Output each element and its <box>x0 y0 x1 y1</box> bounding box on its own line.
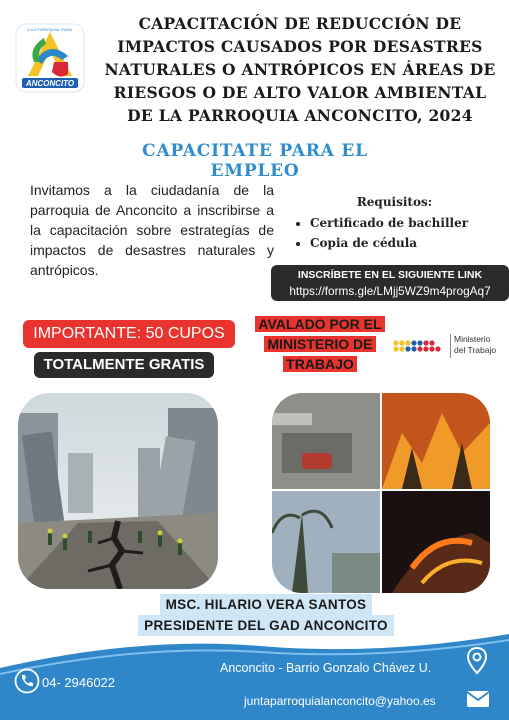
invitation-text: Invitamos a la ciudadanía de la parroquia de Anconcito a inscribirse a la capacitación sobre estrategías de impactos de desastres naturales y antrópicos. <box>30 182 274 278</box>
footer-address: Anconcito - Barrio Gonzalo Chávez U. <box>220 661 432 675</box>
ministerio-divider <box>450 334 451 358</box>
location-pin-icon <box>466 646 488 676</box>
ministerio-logo <box>392 332 504 360</box>
disasters-collage <box>272 393 490 593</box>
endorsement-text <box>250 314 390 374</box>
page-title: CAPACITACIÓN DE REDUCCIÓN DE IMPACTOS CAUSADOS POR DESASTRES NATURALES O ANTRÓPICOS EN ÁREAS DE RIESGOS O DE ALTO VALOR AMBIENTAL DE LA PARROQUIA ANCONCITO, 2024 <box>104 14 496 125</box>
registration-title: INSCRÍBETE EN EL SIGUIENTE LINK <box>297 269 483 281</box>
phone-icon <box>14 668 40 694</box>
earthquake-image <box>18 393 218 589</box>
logo-text: ANCONCITO <box>25 79 75 88</box>
ministerio-text <box>454 334 496 356</box>
requirements-title: Requisitos: <box>356 195 433 209</box>
cupos-badge: IMPORTANTE: 50 CUPOS <box>23 320 235 348</box>
ministerio-line: Ministerio <box>454 334 491 344</box>
registration-box[interactable] <box>271 265 509 301</box>
free-badge: TOTALMENTE GRATIS <box>34 352 214 378</box>
page-subtitle: CAPACITATE PARA EL EMPLEO <box>142 141 368 181</box>
signature-role: PRESIDENTE DEL GAD ANCONCITO <box>138 615 394 636</box>
signature-name: MSC. HILARIO VERA SANTOS <box>160 594 373 615</box>
endorsement-line: MINISTERIO DE <box>264 336 375 352</box>
registration-link[interactable]: https://forms.gle/LMjj5WZ9m4progAq7 <box>289 284 491 298</box>
requirement-item: • Copia de cédula <box>310 233 497 253</box>
anconcito-logo <box>14 22 86 94</box>
endorsement-line: TRABAJO <box>283 356 357 372</box>
ministerio-line: del Trabajo <box>454 345 497 355</box>
logo-small-text: G.A.D PARROQUIAL RURAL <box>27 28 73 32</box>
requirement-item: • Certificado de bachiller <box>310 213 497 233</box>
endorsement-line: AVALADO POR EL <box>255 316 384 332</box>
requirements-list <box>292 213 497 253</box>
requirements-box <box>292 195 497 253</box>
mail-icon <box>466 690 490 708</box>
footer-phone: 04- 2946022 <box>42 675 116 690</box>
ecuador-flag-icon <box>392 340 446 352</box>
footer-email[interactable]: juntaparroquialanconcito@yahoo.es <box>244 694 436 708</box>
